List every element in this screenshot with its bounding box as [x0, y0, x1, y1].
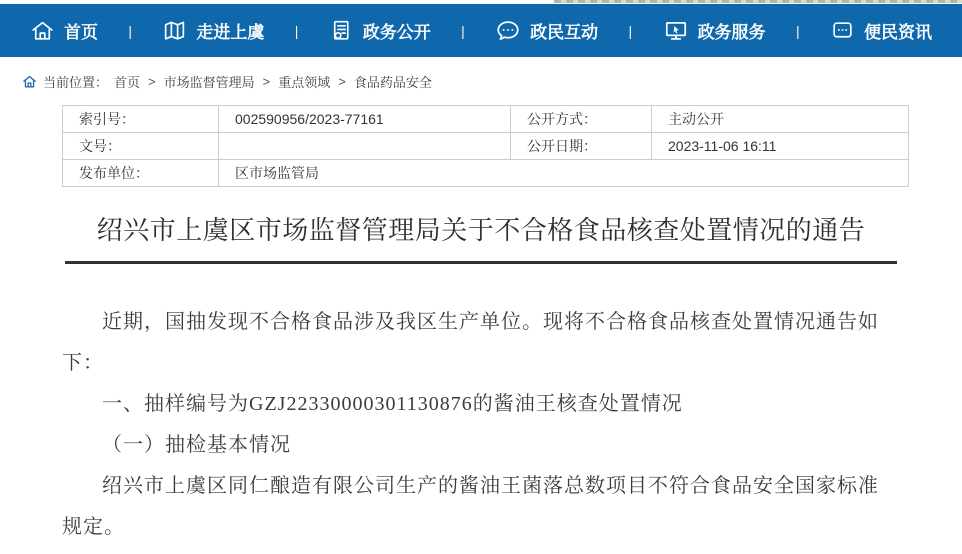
nav-separator: |: [628, 22, 633, 39]
breadcrumb-link-key-areas[interactable]: 重点领域: [278, 75, 331, 90]
table-row: [63, 106, 909, 133]
breadcrumb-link-market-bureau[interactable]: 市场监督管理局: [163, 75, 255, 90]
home-icon: [30, 18, 55, 43]
nav-item-public-interaction[interactable]: [495, 18, 598, 44]
meta-value-disclosure-method: 主动公开: [652, 106, 909, 133]
breadcrumb-link-food-drug-safety[interactable]: 食品药品安全: [353, 75, 432, 90]
article-body: [62, 302, 890, 548]
nav-item-gov-disclosure[interactable]: [329, 18, 431, 43]
cropped-banner-texture: [554, 0, 962, 3]
nav-item-label: 首页: [64, 23, 98, 42]
nav-item-citizen-news[interactable]: [830, 18, 932, 43]
table-row: [63, 133, 909, 160]
article-paragraph: （一）抽检基本情况: [102, 434, 291, 456]
nav-item-label: 政务公开: [362, 23, 431, 42]
document-meta-table: [62, 105, 909, 187]
nav-separator: |: [795, 22, 800, 39]
breadcrumb-link-home[interactable]: 首页: [114, 75, 141, 90]
article-paragraph: 绍兴市上虞区同仁酿造有限公司生产的酱油王菌落总数项目不符合食品安全国家标准规定。: [62, 475, 879, 538]
cropped-banner-artifact: [0, 0, 962, 4]
top-navigation: [0, 4, 962, 57]
nav-item-home[interactable]: [30, 18, 98, 43]
breadcrumb-separator: >: [338, 74, 346, 89]
nav-separator: |: [461, 22, 465, 39]
table-row: [63, 160, 909, 187]
nav-item-label: 政务服务: [697, 23, 766, 42]
page-title: 绍兴市上虞区市场监督管理局关于不合格食品核查处置情况的通告: [96, 215, 866, 245]
breadcrumb-home-icon: [22, 74, 37, 89]
meta-value-publish-date: 2023-11-06 16:11: [652, 133, 909, 160]
document-icon: [329, 18, 354, 43]
breadcrumb-separator: >: [148, 74, 156, 89]
breadcrumb-separator: >: [262, 74, 271, 89]
monitor-cursor-icon: [663, 18, 689, 44]
meta-label-disclosure-method: 公开方式：: [511, 106, 652, 133]
nav-item-about-shangyu[interactable]: [162, 18, 264, 43]
meta-label-publish-date: 公开日期：: [511, 133, 652, 160]
breadcrumb: [0, 57, 962, 91]
meta-value-index-no: 002590956/2023-77161: [219, 106, 511, 133]
nav-item-label: 便民资讯: [863, 23, 932, 42]
map-icon: [162, 18, 187, 43]
nav-item-label: 走进上虞: [196, 23, 265, 42]
title-divider: [65, 261, 897, 264]
nav-separator: |: [294, 22, 299, 39]
meta-label-doc-no: 文号：: [63, 133, 219, 160]
article-paragraph: 一、抽样编号为GZJ22330000301130876的酱油王核查处置情况: [102, 393, 683, 415]
message-dots-icon: [830, 18, 855, 43]
nav-item-label: 政民互动: [530, 23, 599, 42]
meta-value-doc-no: [219, 133, 511, 160]
nav-separator: |: [128, 22, 133, 39]
article-paragraph: 近期，国抽发现不合格食品涉及我区生产单位。现将不合格食品核查处置情况通告如下：: [62, 311, 879, 374]
nav-item-gov-services[interactable]: [663, 18, 766, 44]
meta-value-publisher: 区市场监管局: [219, 160, 909, 187]
meta-label-index-no: 索引号：: [63, 106, 219, 133]
speech-bubble-icon: [495, 18, 521, 44]
breadcrumb-prefix: 当前位置：: [43, 75, 109, 90]
meta-label-publisher: 发布单位：: [63, 160, 219, 187]
